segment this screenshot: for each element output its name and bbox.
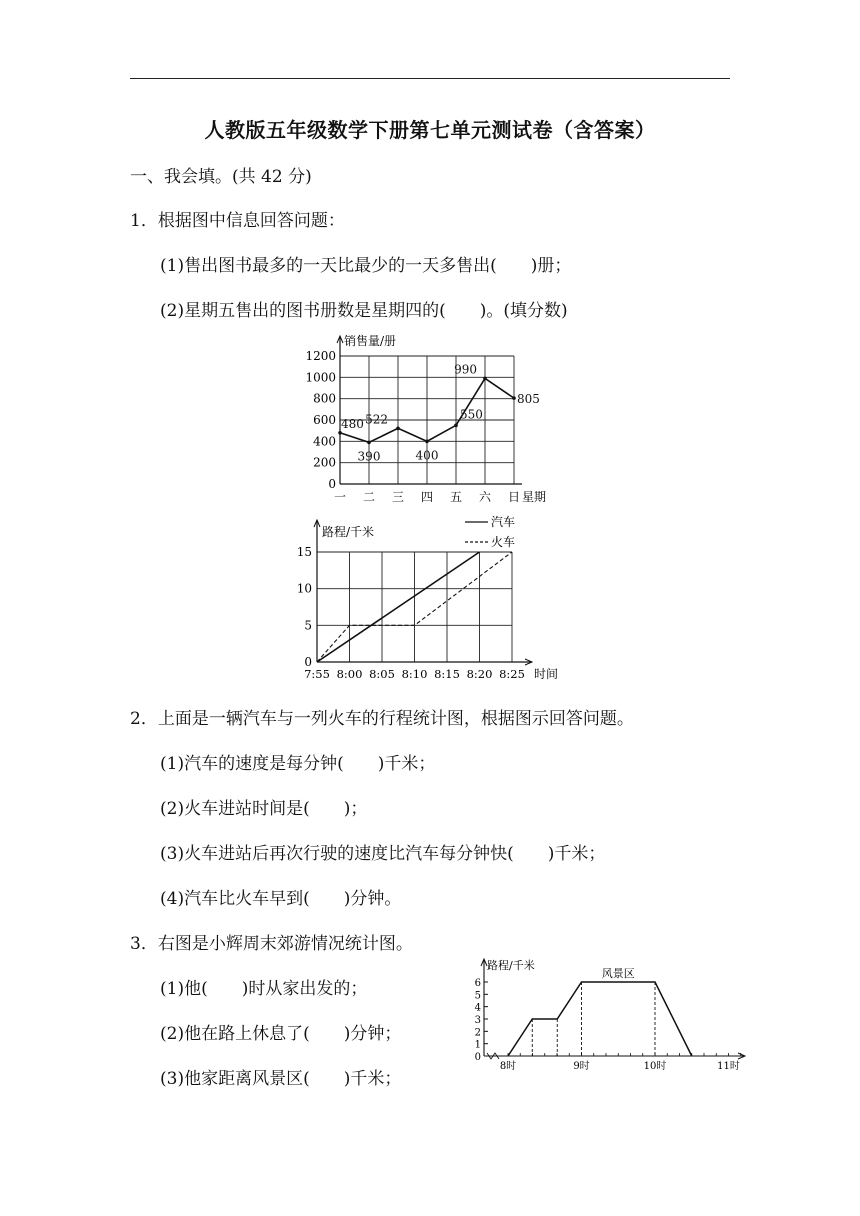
- x-tick-label: 四: [420, 490, 434, 504]
- car-series-line: [317, 552, 480, 662]
- data-point: [425, 440, 429, 444]
- y-axis-label: 路程/千米: [487, 959, 535, 972]
- y-axis-label: 销售量/册: [344, 334, 397, 348]
- x-tick-label: 8:25: [499, 667, 525, 681]
- question-2-stem: 2．上面是一辆汽车与一列火车的行程统计图，根据图示回答问题。: [130, 709, 634, 729]
- data-point: [396, 427, 400, 431]
- y-tick-label: 6: [474, 978, 481, 989]
- x-axis-label: 时间: [534, 667, 559, 681]
- y-axis-label: 路程/千米: [322, 525, 375, 539]
- legend-label: 火车: [491, 535, 516, 549]
- x-tick-label: 8时: [499, 1061, 517, 1072]
- data-point: [483, 377, 487, 381]
- question-1-part-1: (1)售出图书最多的一天比最少的一天多售出( )册；: [160, 256, 572, 276]
- x-tick-label: 三: [391, 490, 405, 504]
- x-tick-label: 8:20: [466, 667, 493, 681]
- x-tick-label: 8:05: [369, 667, 395, 681]
- axis-break-mark: [487, 1053, 499, 1059]
- y-tick-label: 0: [474, 1052, 481, 1063]
- x-tick-label: 日: [507, 490, 521, 504]
- x-tick-label: 五: [449, 490, 463, 504]
- data-label: 522: [365, 412, 388, 427]
- y-tick-label: 15: [296, 545, 312, 559]
- outing-series-line: [508, 982, 692, 1056]
- data-label: 400: [415, 448, 439, 463]
- y-tick-label: 10: [296, 581, 312, 596]
- data-label: 805: [517, 392, 540, 407]
- data-label: 480: [341, 416, 364, 431]
- y-tick-label: 600: [313, 413, 336, 427]
- x-tick-label: 六: [478, 490, 492, 504]
- question-2-part-4: (4)汽车比火车早到( )分钟。: [160, 889, 402, 909]
- question-2-part-1: (1)汽车的速度是每分钟( )千米；: [160, 754, 436, 774]
- page-title: 人教版五年级数学下册第七单元测试卷（含答案）: [204, 118, 656, 142]
- top-rule: [130, 78, 730, 79]
- legend-label: 汽车: [491, 515, 516, 529]
- y-tick-label: 4: [474, 1002, 481, 1014]
- y-tick-label: 5: [304, 618, 312, 633]
- data-point: [454, 424, 458, 428]
- data-label: 390: [357, 449, 381, 464]
- section-heading: 一、我会填。(共 42 分): [130, 167, 312, 187]
- question-3-part-1: (1)他( )时从家出发的；: [160, 979, 368, 999]
- annotation-label: 风景区: [601, 967, 635, 980]
- y-tick-label: 5: [474, 990, 481, 1002]
- y-tick-label: 1000: [305, 370, 336, 385]
- x-tick-label: 11时: [717, 1061, 740, 1072]
- data-point: [338, 431, 342, 435]
- y-tick-label: 200: [313, 455, 336, 470]
- x-tick-label: 8:10: [401, 667, 428, 681]
- y-tick-label: 3: [474, 1015, 481, 1026]
- x-tick-label: 8:00: [336, 667, 363, 681]
- y-tick-label: 800: [313, 391, 336, 406]
- y-tick-label: 0: [304, 655, 312, 669]
- x-tick-label: 一: [333, 490, 347, 504]
- x-tick-label: 8:15: [434, 667, 460, 681]
- x-tick-label: 二: [362, 490, 376, 504]
- y-tick-label: 1: [474, 1039, 481, 1051]
- y-tick-label: 0: [328, 477, 336, 491]
- question-1-stem: 1．根据图中信息回答问题：: [130, 211, 345, 231]
- x-tick-label: 7:55: [304, 667, 330, 681]
- question-2-part-3: (3)火车进站后再次行驶的速度比汽车每分钟快( )千米；: [160, 844, 606, 864]
- question-3-stem: 3．右图是小辉周末郊游情况统计图。: [130, 934, 413, 954]
- x-tick-label: 9时: [573, 1061, 590, 1072]
- y-tick-label: 1200: [305, 349, 336, 363]
- data-label: 990: [454, 362, 477, 377]
- data-point: [512, 396, 516, 400]
- y-tick-label: 2: [474, 1027, 481, 1039]
- question-3-part-2: (2)他在路上休息了( )分钟；: [160, 1024, 402, 1044]
- outing-distance-chart: [466, 955, 751, 1075]
- x-tick-label: 10时: [643, 1061, 667, 1072]
- y-tick-label: 400: [313, 434, 336, 449]
- data-label: 550: [460, 407, 483, 422]
- car-train-distance-chart: [285, 512, 575, 687]
- book-sales-line-chart: [295, 328, 565, 508]
- question-3-part-3: (3)他家距离风景区( )千米；: [160, 1069, 402, 1089]
- question-1-part-2: (2)星期五售出的图书册数是星期四的( )。(填分数): [160, 301, 568, 321]
- data-point: [367, 441, 371, 445]
- question-2-part-2: (2)火车进站时间是( )；: [160, 799, 368, 819]
- x-axis-label: 星期: [522, 490, 547, 504]
